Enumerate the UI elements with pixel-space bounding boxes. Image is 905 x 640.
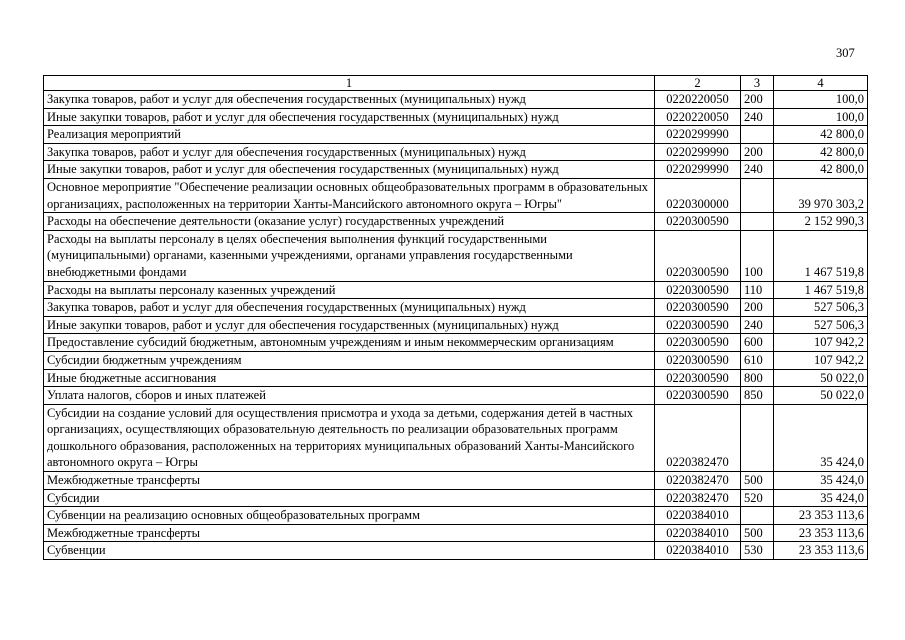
- cell-code: 0220220050: [655, 91, 741, 109]
- cell-amount: 527 506,3: [774, 299, 868, 317]
- cell-amount: 42 800,0: [774, 161, 868, 179]
- cell-type: 600: [741, 334, 774, 352]
- table-row: [44, 334, 868, 352]
- cell-amount: 35 424,0: [774, 489, 868, 507]
- cell-name: Расходы на выплаты персоналу в целях обеспечения выполнения функций государственными (муниципальными) органами, казенными учреждениями, органами управления государственными внебюджетными фондами: [44, 230, 655, 281]
- cell-name: Реализация мероприятий: [44, 126, 655, 144]
- column-header-type: 3: [741, 76, 774, 91]
- table-row: [44, 524, 868, 542]
- table-row: [44, 108, 868, 126]
- cell-name: Предоставление субсидий бюджетным, автономным учреждениям и иным некоммерческим организациям: [44, 334, 655, 352]
- cell-code: 0220300590: [655, 299, 741, 317]
- cell-amount: 35 424,0: [774, 472, 868, 490]
- cell-code: 0220299990: [655, 161, 741, 179]
- cell-amount: 100,0: [774, 91, 868, 109]
- cell-amount: 35 424,0: [774, 404, 868, 471]
- cell-amount: 1 467 519,8: [774, 281, 868, 299]
- cell-code: 0220300590: [655, 369, 741, 387]
- cell-amount: 23 353 113,6: [774, 542, 868, 560]
- cell-type: 500: [741, 524, 774, 542]
- table-row: [44, 507, 868, 525]
- table-row: [44, 316, 868, 334]
- budget-table: [43, 75, 868, 560]
- cell-code: 0220384010: [655, 542, 741, 560]
- cell-type: 240: [741, 161, 774, 179]
- table-row: [44, 369, 868, 387]
- cell-type: 610: [741, 351, 774, 369]
- table-row: [44, 404, 868, 471]
- cell-code: 0220382470: [655, 489, 741, 507]
- cell-name: Субсидии: [44, 489, 655, 507]
- cell-type: 200: [741, 299, 774, 317]
- cell-amount: 50 022,0: [774, 387, 868, 405]
- table-row: [44, 143, 868, 161]
- table-row: [44, 299, 868, 317]
- cell-name: Субвенции на реализацию основных общеобразовательных программ: [44, 507, 655, 525]
- cell-amount: 1 467 519,8: [774, 230, 868, 281]
- cell-type: [741, 404, 774, 471]
- cell-code: 0220299990: [655, 126, 741, 144]
- cell-type: 850: [741, 387, 774, 405]
- table-row: [44, 161, 868, 179]
- cell-amount: 23 353 113,6: [774, 507, 868, 525]
- cell-amount: 42 800,0: [774, 143, 868, 161]
- cell-name: Расходы на обеспечение деятельности (оказание услуг) государственных учреждений: [44, 213, 655, 231]
- cell-type: 100: [741, 230, 774, 281]
- cell-type: 200: [741, 91, 774, 109]
- cell-type: 530: [741, 542, 774, 560]
- cell-name: Закупка товаров, работ и услуг для обеспечения государственных (муниципальных) нужд: [44, 143, 655, 161]
- cell-amount: 39 970 303,2: [774, 178, 868, 212]
- table-row: [44, 351, 868, 369]
- cell-amount: 107 942,2: [774, 351, 868, 369]
- cell-name: Иные закупки товаров, работ и услуг для обеспечения государственных (муниципальных) нужд: [44, 161, 655, 179]
- cell-name: Закупка товаров, работ и услуг для обеспечения государственных (муниципальных) нужд: [44, 299, 655, 317]
- table-row: [44, 91, 868, 109]
- cell-name: Субвенции: [44, 542, 655, 560]
- cell-code: 0220300000: [655, 178, 741, 212]
- table-row: [44, 213, 868, 231]
- table-row: [44, 489, 868, 507]
- cell-name: Закупка товаров, работ и услуг для обеспечения государственных (муниципальных) нужд: [44, 91, 655, 109]
- cell-code: 0220300590: [655, 334, 741, 352]
- cell-name: Иные бюджетные ассигнования: [44, 369, 655, 387]
- table-row: [44, 387, 868, 405]
- cell-code: 0220384010: [655, 507, 741, 525]
- cell-name: Иные закупки товаров, работ и услуг для обеспечения государственных (муниципальных) нужд: [44, 316, 655, 334]
- cell-type: [741, 126, 774, 144]
- cell-amount: 100,0: [774, 108, 868, 126]
- table-header-row: [44, 76, 868, 91]
- cell-type: 200: [741, 143, 774, 161]
- column-header-code: 2: [655, 76, 741, 91]
- cell-name: Расходы на выплаты персоналу казенных учреждений: [44, 281, 655, 299]
- table-body: [44, 91, 868, 560]
- table-row: [44, 126, 868, 144]
- cell-type: [741, 178, 774, 212]
- cell-name: Уплата налогов, сборов и иных платежей: [44, 387, 655, 405]
- cell-type: [741, 507, 774, 525]
- cell-code: 0220220050: [655, 108, 741, 126]
- cell-code: 0220300590: [655, 387, 741, 405]
- column-header-name: 1: [44, 76, 655, 91]
- cell-type: 800: [741, 369, 774, 387]
- cell-code: 0220300590: [655, 213, 741, 231]
- cell-code: 0220299990: [655, 143, 741, 161]
- table-row: [44, 230, 868, 281]
- cell-amount: 23 353 113,6: [774, 524, 868, 542]
- table-row: [44, 281, 868, 299]
- cell-name: Межбюджетные трансферты: [44, 472, 655, 490]
- cell-amount: 107 942,2: [774, 334, 868, 352]
- cell-type: 240: [741, 316, 774, 334]
- cell-name: Субсидии бюджетным учреждениям: [44, 351, 655, 369]
- cell-amount: 527 506,3: [774, 316, 868, 334]
- cell-type: 500: [741, 472, 774, 490]
- table-row: [44, 178, 868, 212]
- cell-amount: 50 022,0: [774, 369, 868, 387]
- table-row: [44, 472, 868, 490]
- cell-code: 0220300590: [655, 281, 741, 299]
- cell-type: 520: [741, 489, 774, 507]
- cell-name: Субсидии на создание условий для осуществления присмотра и ухода за детьми, содержания детей в частных организациях, осуществляющих образовательную деятельность по реализации образовательных программ дошкольного образования, расположенных на территориях муниципальных образований Ханты-Мансийского автономного округа – Югры: [44, 404, 655, 471]
- cell-amount: 42 800,0: [774, 126, 868, 144]
- cell-name: Межбюджетные трансферты: [44, 524, 655, 542]
- cell-name: Иные закупки товаров, работ и услуг для обеспечения государственных (муниципальных) нужд: [44, 108, 655, 126]
- cell-type: 240: [741, 108, 774, 126]
- cell-code: 0220300590: [655, 351, 741, 369]
- cell-type: 110: [741, 281, 774, 299]
- cell-code: 0220382470: [655, 404, 741, 471]
- cell-name: Основное мероприятие "Обеспечение реализации основных общеобразовательных программ в образовательных организациях, расположенных на территории Ханты-Мансийского автономного округа – Югры": [44, 178, 655, 212]
- cell-code: 0220300590: [655, 316, 741, 334]
- cell-code: 0220382470: [655, 472, 741, 490]
- table-row: [44, 542, 868, 560]
- cell-code: 0220300590: [655, 230, 741, 281]
- column-header-amount: 4: [774, 76, 868, 91]
- cell-amount: 2 152 990,3: [774, 213, 868, 231]
- page-number: 307: [836, 46, 855, 60]
- cell-code: 0220384010: [655, 524, 741, 542]
- cell-type: [741, 213, 774, 231]
